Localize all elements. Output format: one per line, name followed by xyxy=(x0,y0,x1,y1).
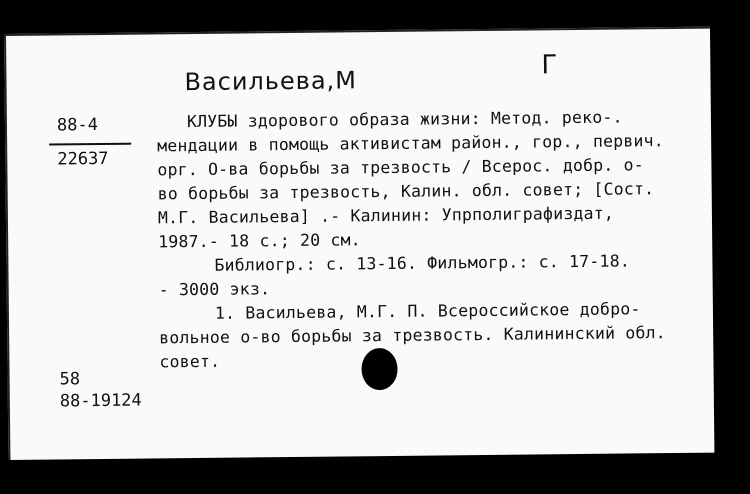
entry-line: КЛУБЫ здорового образа жизни: Метод. реко-. xyxy=(186,107,623,132)
punch-hole xyxy=(361,348,397,390)
entry-line: - 3000 экз. xyxy=(158,279,271,300)
entry-line: во борьбы за трезвость, Калин. обл. совет; [Сост. xyxy=(157,179,655,204)
catalog-card xyxy=(4,27,714,460)
entry-line: орг. О-ва борьбы за трезвость / Всерос. добр. о- xyxy=(157,155,644,180)
call-number-divider xyxy=(49,143,131,146)
record-number: 88-19124 xyxy=(59,390,142,412)
entry-line: совет. xyxy=(159,351,221,372)
handwritten-author: Васильева,М xyxy=(184,66,358,97)
call-number-bottom: 22637 xyxy=(57,148,109,170)
handwritten-mark: Г xyxy=(541,50,559,81)
udc-code: 58 xyxy=(59,369,81,390)
entry-line: 1. Васильева, М.Г. П. Всероссийское добро- xyxy=(214,299,641,323)
call-number-top: 88-4 xyxy=(56,115,99,136)
entry-line: М.Г. Васильева] .- Калинин: Упрполиграфиздат, xyxy=(157,203,615,228)
entry-line: 1987.- 18 с.; 20 см. xyxy=(158,230,361,252)
entry-line: вольное о-во борьбы за трезвость. Калининский обл. xyxy=(159,323,666,348)
entry-line: мендации в помощь активистам район., гор., первич. xyxy=(157,131,664,156)
entry-line: Библиогр.: с. 13-16. Фильмогр.: с. 17-18. xyxy=(214,251,631,275)
